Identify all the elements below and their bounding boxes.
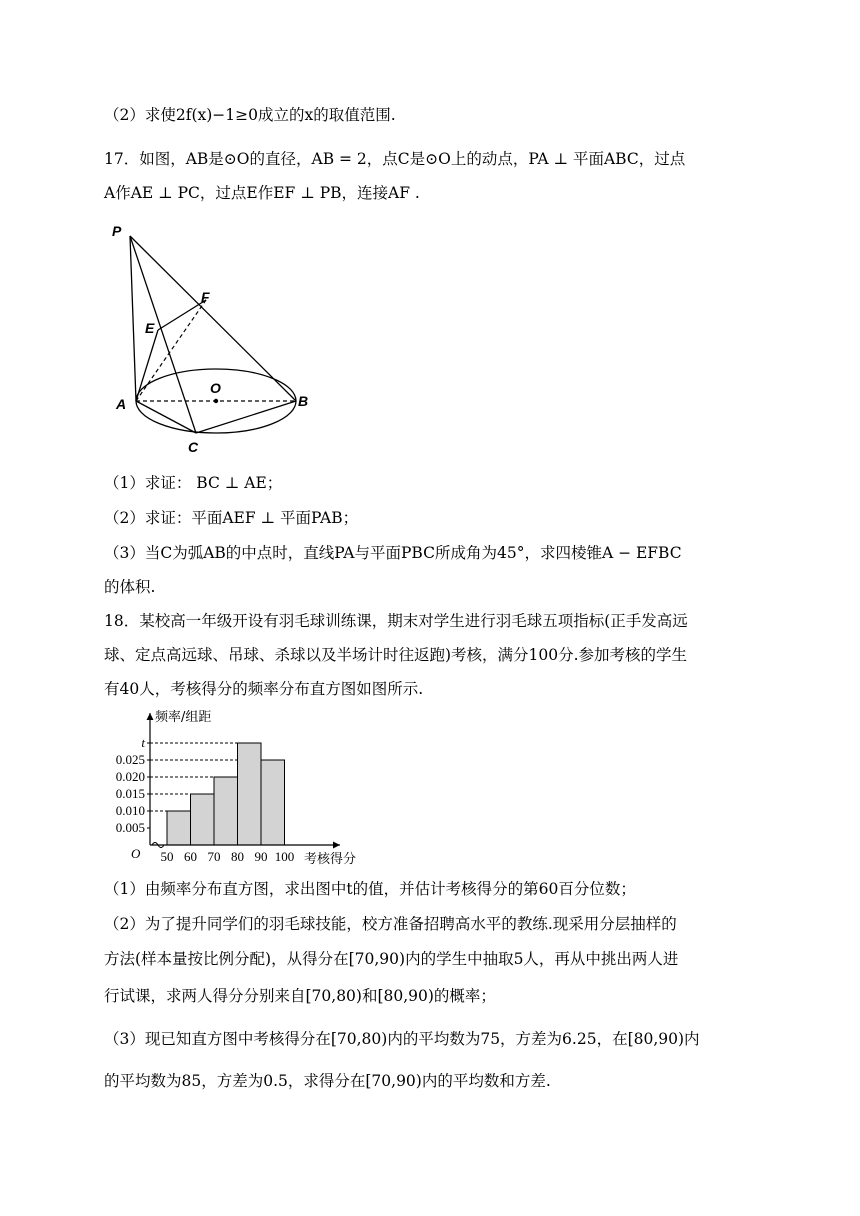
edge-PB [130,236,296,401]
center-dot [214,399,218,403]
y-tick-label: t [141,735,145,750]
y-tick-label: 0.020 [115,769,145,784]
q17-stem-line2: A作AE ⊥ PC，过点E作EF ⊥ PB，连接AF . [104,184,420,202]
q17-part3-line2: 的体积. [104,578,156,596]
edge-EF [158,300,206,330]
label-B: B [298,393,309,409]
q17-part2: （2）求证：平面AEF ⊥ 平面PAB； [104,509,359,527]
histogram-bar [167,811,191,845]
x-tick-label: 90 [254,849,268,864]
edge-AE [136,330,158,401]
origin-label: O [131,846,141,861]
y-tick-label: 0.015 [115,786,145,801]
label-O: O [210,380,221,396]
histogram-bar [261,760,285,845]
y-tick-label: 0.010 [115,803,145,818]
histogram-bar [238,743,262,845]
q17-figure [100,220,330,460]
x-axis-label: 考核得分 [304,852,357,867]
frequency-histogram [100,705,380,870]
x-tick-label: 80 [231,849,244,864]
q17-stem-line1: 17．如图，AB是⊙O的直径，AB = 2，点C是⊙O上的动点，PA ⊥ 平面ABC，过点 [104,150,686,168]
edge-PA [130,236,136,401]
edge-CB [196,401,296,433]
q17-part3-line1: （3）当C为弧AB的中点时，直线PA与平面PBC所成角为45°，求四棱锥A − EFBC [104,544,682,562]
x-tick-label: 100 [274,849,295,864]
q18-stem-line1: 18．某校高一年级开设有羽毛球训练课，期末对学生进行羽毛球五项指标(正手发高远 [104,612,688,630]
q18-part3-line1: （3）现已知直方图中考核得分在[70,80)内的平均数为75，方差为6.25，在[80,90)内 [104,1030,700,1048]
histogram-bar [214,777,238,845]
x-tick-label: 70 [207,849,221,864]
label-F: F [201,289,210,305]
edge-AF [136,300,206,401]
q18-part2-line1: （2）为了提升同学们的羽毛球技能，校方准备招聘高水平的教练.现采用分层抽样的 [104,915,677,933]
x-tick-label: 50 [160,849,174,864]
q18-part3-line2: 的平均数为85，方差为0.5，求得分在[70,90)内的平均数和方差. [104,1072,551,1090]
q18-stem-line3: 有40人，考核得分的频率分布直方图如图所示. [104,680,424,698]
q16-part2: （2）求使2f(x)−1≥0成立的x的取值范围. [104,106,396,124]
q18-part1: （1）由频率分布直方图，求出图中t的值，并估计考核得分的第60百分位数； [104,880,636,898]
label-P: P [112,223,122,239]
x-tick-label: 60 [184,849,197,864]
label-C: C [188,439,199,455]
q18-part2-line2: 方法(样本量按比例分配)，从得分在[70,90)内的学生中抽取5人，再从中挑出两人进 [104,950,679,968]
y-tick-label: 0.025 [115,752,145,767]
q18-stem-line2: 球、定点高远球、吊球、杀球以及半场计时往返跑)考核，满分100分.参加考核的学生 [104,646,688,664]
histogram-bar [191,794,215,845]
q17-part1: （1）求证： BC ⊥ AE； [104,474,283,492]
y-tick-label: 0.005 [115,820,145,835]
label-E: E [145,320,155,336]
q18-part2-line3: 行试课，求两人得分分别来自[70,80)和[80,90)的概率； [104,987,496,1005]
y-axis-label: 频率/组距 [155,710,212,725]
label-A: A [116,396,127,412]
